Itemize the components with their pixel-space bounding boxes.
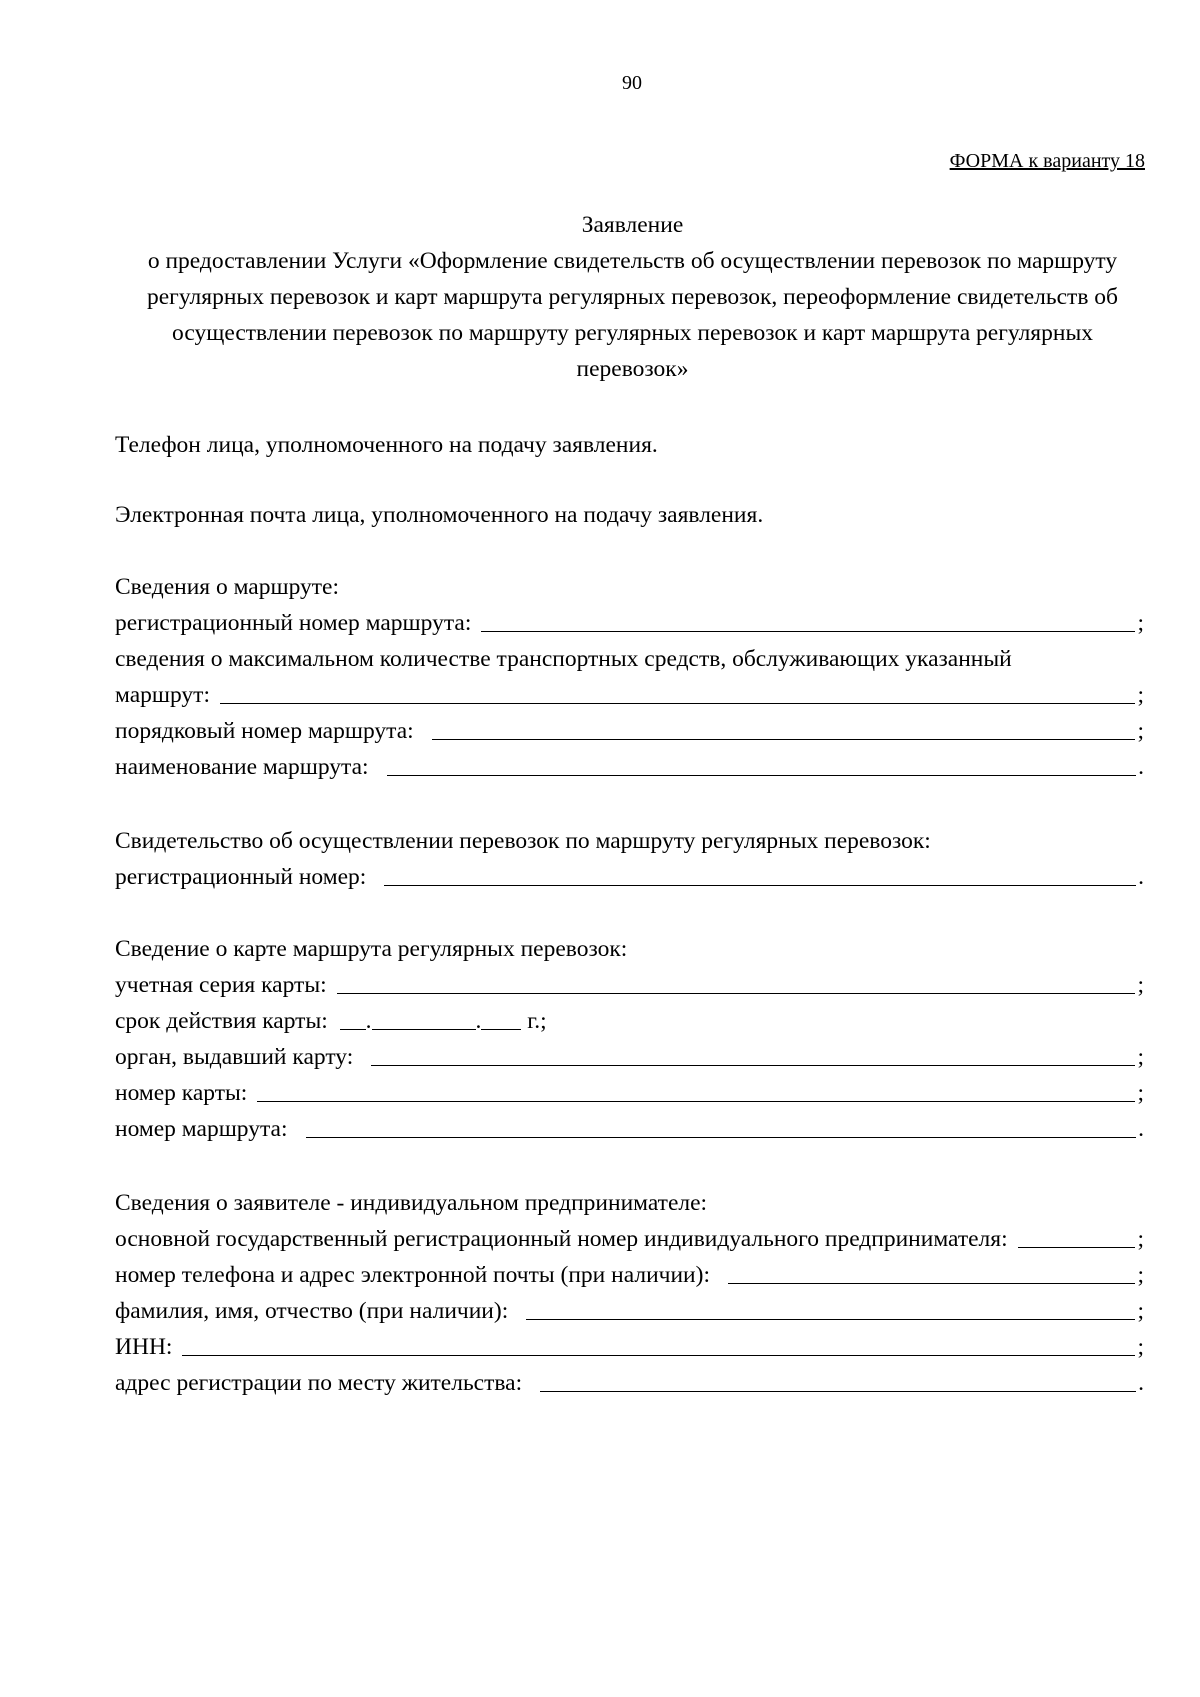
document-title [115, 207, 1150, 387]
day-blank[interactable] [340, 1029, 366, 1030]
route-name-field[interactable] [115, 752, 1144, 782]
fill-line[interactable] [337, 993, 1136, 994]
card-number-field[interactable] [115, 1078, 1144, 1108]
field-label: фамилия, имя, отчество (при наличии): [115, 1298, 509, 1324]
applicant-ogrnip-field[interactable] [115, 1224, 1144, 1254]
punctuation: ; [1137, 1226, 1144, 1252]
punctuation: ; [1137, 1298, 1144, 1324]
contact-email-line: Электронная почта лица, уполномоченного на подачу заявления. [115, 502, 764, 528]
fill-line[interactable] [387, 775, 1137, 776]
fill-line[interactable] [371, 1065, 1135, 1066]
fill-line[interactable] [432, 739, 1136, 740]
punctuation: . [1138, 1116, 1144, 1142]
punctuation: . [1138, 754, 1144, 780]
title-line-1: о предоставлении Услуги «Оформление свидетельств об осуществлении перевозок по маршруту [147, 248, 1118, 274]
card-validity-field[interactable] [115, 1006, 547, 1036]
route-max-vehicles-line: сведения о максимальном количестве транспортных средств, обслуживающих указанный [115, 646, 1012, 672]
card-issuer-field[interactable] [115, 1042, 1144, 1072]
year-suffix: г.; [527, 1008, 547, 1034]
title-line-4: перевозок» [576, 356, 689, 382]
form-reference: ФОРМА к варианту 18 [949, 150, 1145, 172]
route-serial-number-field[interactable] [115, 716, 1144, 746]
fill-line[interactable] [384, 885, 1136, 886]
fill-line[interactable] [481, 631, 1135, 632]
field-label: номер карты: [115, 1080, 248, 1106]
punctuation: ; [1137, 718, 1144, 744]
applicant-phone-email-field[interactable] [115, 1260, 1144, 1290]
field-label: наименование маршрута: [115, 754, 369, 780]
punctuation: ; [1137, 1080, 1144, 1106]
punctuation: ; [1137, 972, 1144, 998]
fill-line[interactable] [306, 1137, 1137, 1138]
page-number: 90 [622, 72, 642, 94]
field-label: номер маршрута: [115, 1116, 288, 1142]
applicant-heading: Сведения о заявителе - индивидуальном предпринимателе: [115, 1190, 708, 1216]
certificate-heading: Свидетельство об осуществлении перевозок по маршруту регулярных перевозок: [115, 828, 931, 854]
card-route-number-field[interactable] [115, 1114, 1144, 1144]
fill-line[interactable] [540, 1391, 1136, 1392]
punctuation: ; [1137, 610, 1144, 636]
field-label: маршрут: [115, 682, 210, 708]
route-heading: Сведения о маршруте: [115, 574, 340, 600]
date-separator: . [365, 1008, 372, 1034]
contact-phone-line: Телефон лица, уполномоченного на подачу заявления. [115, 432, 658, 458]
field-label: номер телефона и адрес электронной почты (при наличии): [115, 1262, 710, 1288]
year-blank[interactable] [481, 1029, 521, 1030]
certificate-reg-number-field[interactable] [115, 862, 1144, 892]
punctuation: ; [1137, 1334, 1144, 1360]
route-max-vehicles-field[interactable] [115, 680, 1144, 710]
fill-line[interactable] [526, 1319, 1135, 1320]
punctuation: . [1138, 864, 1144, 890]
card-heading: Сведение о карте маршрута регулярных перевозок: [115, 936, 628, 962]
month-blank[interactable] [372, 1029, 476, 1030]
field-label: орган, выдавший карту: [115, 1044, 354, 1070]
field-label: учетная серия карты: [115, 972, 327, 998]
field-label: адрес регистрации по месту жительства: [115, 1370, 523, 1396]
date-separator: . [475, 1008, 482, 1034]
title-line-3: осуществлении перевозок по маршруту регулярных перевозок и карт маршрута регулярных [172, 320, 1093, 346]
applicant-inn-field[interactable] [115, 1332, 1144, 1362]
applicant-full-name-field[interactable] [115, 1296, 1144, 1326]
field-label: регистрационный номер маршрута: [115, 610, 472, 636]
field-label: регистрационный номер: [115, 864, 367, 890]
punctuation: ; [1137, 1044, 1144, 1070]
fill-line[interactable] [257, 1101, 1135, 1102]
title-line-2: регулярных перевозок и карт маршрута регулярных перевозок, переоформление свидетельств об [147, 284, 1118, 310]
field-label: порядковый номер маршрута: [115, 718, 414, 744]
punctuation: ; [1137, 1262, 1144, 1288]
applicant-address-field[interactable] [115, 1368, 1144, 1398]
fill-line[interactable] [182, 1355, 1135, 1356]
field-label: срок действия карты: [115, 1008, 328, 1034]
punctuation: . [1138, 1370, 1144, 1396]
field-label: основной государственный регистрационный номер индивидуального предпринимателя: [115, 1226, 1008, 1252]
fill-line[interactable] [1018, 1247, 1136, 1248]
fill-line[interactable] [728, 1283, 1135, 1284]
card-series-field[interactable] [115, 970, 1144, 1000]
title-heading: Заявление [581, 212, 684, 238]
punctuation: ; [1137, 682, 1144, 708]
field-label: ИНН: [115, 1334, 173, 1360]
route-reg-number-field[interactable] [115, 608, 1144, 638]
fill-line[interactable] [220, 703, 1135, 704]
